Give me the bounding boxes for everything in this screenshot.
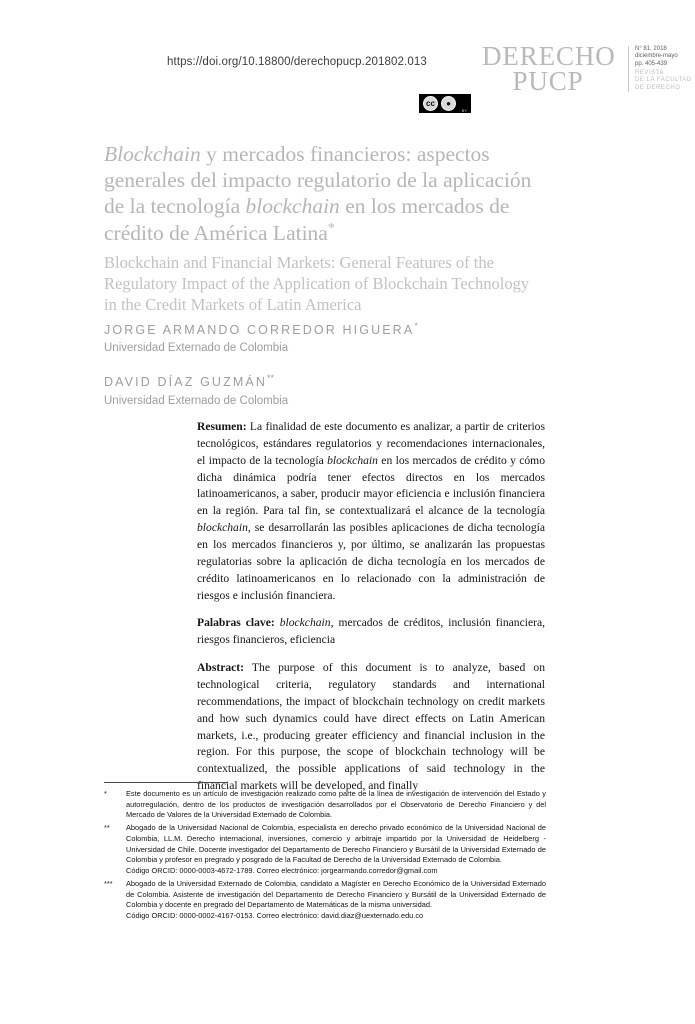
faculty-line-3: DE DERECHO [635,84,681,91]
footnote-text: Abogado de la Universidad Nacional de Colombia, especialista en derecho privado económico de la Universidad Nacional de Colombia, LL.M. Derecho internacional, inversiones, comercio y arbitraje impartido por la Universidad de Heidelberg - Universidad de Chile. Docente investigador del Departamento de Derecho Financiero y Bursátil de la Universidad Externado de Colombia y profesor en pregrado y posgrado de la Facultad de Derecho de la Universidad Externado de Colombia. [126,823,546,865]
abstract-es-text-3: , se desarrollarán las posibles aplicaciones de dicha tecnología en los mercados financieros y, por último, se analizarán las propuestas regulatorias sobre la aplicación de dicha tecnología en los mercados de crédito latinoamericanos en lo relacionado con la administración de riesgos e inclusión financiera. [197,521,545,602]
abstract-block [197,419,545,806]
footnote-marker: ** [104,823,110,833]
footnote-separator [104,782,228,783]
abstract-english [197,660,545,795]
page-header [0,41,695,114]
abstract-es-italic-1: blockchain [327,453,378,467]
wordmark-line-2: PUCP [512,65,584,96]
footnote-orcid: Código ORCID: 0000-0003-4672-1789. Correo electrónico: jorgearmando.corredor@gmail.com [126,866,438,876]
abstract-en-label: Abstract: [197,661,245,675]
author-name [104,373,544,390]
abstract-es-label: Resumen: [197,420,247,433]
title-es-italic-1: Blockchain [104,142,201,166]
wordmark-line-1: DERECHO [482,41,616,71]
title-es-text-1: y mercados financieros: aspectos generales del impacto regulatorio de la aplicación de la tecnología [104,142,532,219]
journal-wordmark [482,41,616,96]
abstract-es-italic-2: blockchain [197,521,248,535]
creative-commons-badge[interactable] [419,94,471,113]
title-block [104,141,544,315]
issue-pages: pp. 405-439 [635,60,668,67]
faculty-line-1: REVISTA [635,69,665,76]
title-footnote-marker: * [327,220,335,236]
author-affiliation: Universidad Externado de Colombia [104,342,289,355]
doi-link[interactable]: https://doi.org/10.18800/derechopucp.201802.013 [167,56,427,68]
title-es-text-2: en los mercados de crédito de América Latina [104,194,510,245]
cc-icon: cc [423,96,438,111]
keywords-italic-1: blockchain [279,616,331,630]
cc-by-caption: BY [461,108,467,113]
author-footnote-marker: ** [266,373,274,384]
keywords-spanish [197,615,545,649]
author-name-text: DAVID DÍAZ GUZMÁN [104,375,267,390]
issue-masthead [628,46,695,92]
footnote-item [104,789,546,821]
footnote-item [104,823,546,877]
page-title-english: Blockchain and Financial Markets: General Features of the Regulatory Impact of the Application of Blockchain Technology in the Credit Markets of Latin America [104,253,530,315]
author-name-text: JORGE ARMANDO CORREDOR HIGUERA [104,323,415,338]
cc-by-person-icon: ● [441,96,456,111]
author-footnote-marker: * [414,321,418,331]
footnote-text: Este documento es un artículo de investigación realizado como parte de la línea de investigación de intervención del Estado y autorregulación, dentro de los productos de investigación desarrollados por el Observatorio de Derecho Financiero y del Mercado de Valores de la Universidad Externado de Colombia. [126,789,546,820]
author-name [104,321,544,338]
footnote-marker: *** [104,878,113,888]
author-entry [104,321,544,356]
footnote-item [104,879,546,922]
abstract-en-text: The purpose of this document is to analyze, based on technological criteria, regulatory standards and international recommendations, the impact of blockchain technology on credit markets and how such dynamics could have direct effects on Latin American markets, i.e., producing greater efficiency and financial inclusion in the region. For this purpose, the scope of blockchain technology will be contextualized, the possible applications of said technology in the financial markets will be developed, and finally [197,661,545,793]
issue-months: diciembre-mayo [635,53,678,60]
footnotes-block [104,789,546,924]
author-affiliation: Universidad Externado de Colombia [104,394,289,407]
abstract-es-text-2: en los mercados de crédito y cómo dicha dinámica podría tener efectos directos en los mercados latinoamericanos, a saber, producir mayor eficiencia e inclusión financiera en la región. Para tal fin, se contextualizará el alcance de la tecnología [197,453,545,518]
issue-number: N° 81, 2018 [635,46,667,52]
footnote-orcid: Código ORCID: 0000-0002-4167-0153. Correo electrónico: david.diaz@uexternado.edu.co [126,911,424,921]
abstract-es-text-1: La finalidad de este documento es analizar, a partir de criterios tecnológicos, estándares regulatorios y recomendaciones internacionales, el impacto de la tecnología [197,420,545,467]
page-title [104,141,544,246]
keywords-label: Palabras clave: [197,616,275,630]
authors-block [104,321,544,426]
author-entry [104,373,544,408]
title-es-italic-2: blockchain [245,194,340,219]
footnote-marker: * [104,789,107,798]
keywords-text: , mercados de créditos, inclusión financiera, riesgos financieros, eficiencia [197,616,545,647]
footnote-text: Abogado de la Universidad Externado de Colombia, candidato a Magíster en Derecho Económico de la Universidad Externado de Colombia. Asistente de investigación del Departamento de Derecho Financiero y Bursátil de la Universidad Externado de Colombia y docente en pregrado del Departamento de Matemáticas de la misma universidad. [126,878,546,910]
abstract-spanish [197,419,545,604]
faculty-line-2: DE LA FACULTAD [635,77,692,84]
